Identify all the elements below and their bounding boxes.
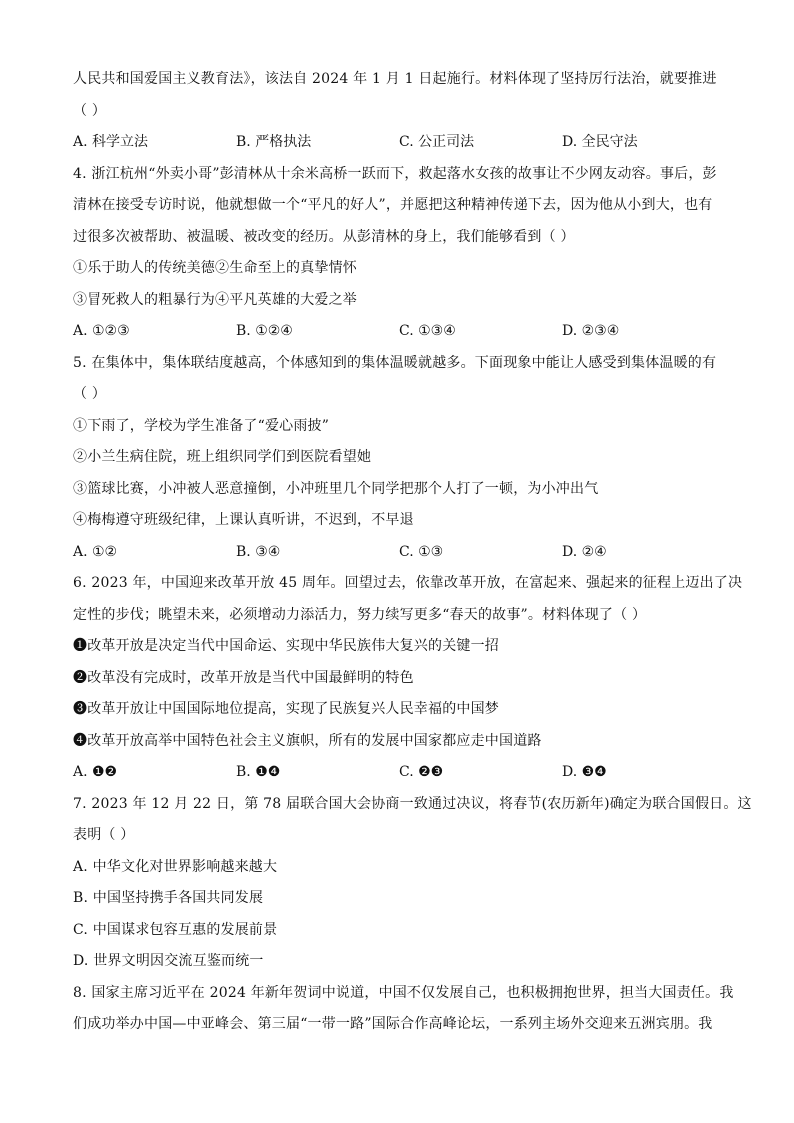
q5-option-a[interactable]: A. ①② [73, 543, 118, 560]
q4-stem-line-2: 清林在接受专访时说，他就想做一个“平凡的好人”，并愿把这种精神传递下去，因为他从小到大，也有 [73, 197, 713, 213]
q3-options [73, 127, 728, 159]
q6-item-3: ❸改革开放让中国国际地位提高，实现了民族复兴人民幸福的中国梦 [73, 701, 499, 717]
q4-item-2: ③冒死救人的粗暴行为④平凡英雄的大爱之举 [73, 291, 357, 308]
q4-option-c[interactable]: C. ①③④ [399, 323, 456, 339]
q5-option-d[interactable]: D. ②④ [562, 543, 607, 560]
q3-option-a[interactable]: A. 科学立法 [73, 134, 149, 150]
q5-item-2: ②小兰生病住院，班上组织同学们到医院看望她 [73, 449, 372, 465]
q6-option-d[interactable]: D. ❸❹ [562, 764, 607, 780]
q6-option-b[interactable]: B. ❶❹ [236, 764, 281, 780]
q7-option-c[interactable]: C. 中国谋求包容互惠的发展前景 [73, 921, 278, 938]
q7-option-a[interactable]: A. 中华文化对世界影响越来越大 [73, 858, 278, 875]
q5-option-c[interactable]: C. ①③ [399, 543, 444, 560]
q5-item-4: ④梅梅遵守班级纪律，上课认真听讲，不迟到，不早退 [73, 512, 414, 528]
q5-item-3: ③篮球比赛，小冲被人恶意撞倒，小冲班里几个同学把那个人打了一顿，为小冲出气 [73, 480, 599, 497]
q3-blank: （ ） [73, 102, 107, 119]
q6-item-4: ❹改革开放高举中国特色社会主义旗帜，所有的发展中国家都应走中国道路 [73, 732, 542, 749]
q6-option-a[interactable]: A. ❶❷ [73, 764, 118, 780]
q4-stem-line-3: 过很多次被帮助、被温暖、被改变的经历。从彭清林的身上，我们能够看到（ ） [73, 228, 575, 245]
q7-stem-line-1: 7. 2023 年 12 月 22 日，第 78 届联合国大会协商一致通过决议，将春节(农历新年)确定为联合国假日。这 [73, 795, 752, 812]
q4-option-a[interactable]: A. ①②③ [73, 323, 130, 339]
q6-stem-line-2: 定性的步伐；眺望未来，必须增动力添活力，努力续写更多“春天的故事”。材料体现了（ ） [73, 606, 647, 623]
q6-stem-line-1: 6. 2023 年，中国迎来改革开放 45 周年。回望过去，依靠改革开放，在富起来、强起来的征程上迈出了决 [73, 575, 743, 591]
q5-options [73, 537, 728, 569]
q8-stem-line-1: 8. 国家主席习近平在 2024 年新年贺词中说道，中国不仅发展自己，也积极拥抱世界，担当大国责任。我 [73, 984, 734, 1001]
q5-stem-line-2: （ ） [73, 386, 107, 402]
q7-stem-line-2: 表明（ ） [73, 827, 135, 843]
q3-option-b[interactable]: B. 严格执法 [236, 134, 312, 150]
q6-item-2: ❷改革没有完成时，改革开放是当代中国最鲜明的特色 [73, 669, 414, 686]
q6-item-1: ❶改革开放是决定当代中国命运、实现中华民族伟大复兴的关键一招 [73, 638, 499, 654]
q4-option-d[interactable]: D. ②③④ [562, 323, 620, 339]
q4-item-1: ①乐于助人的传统美德②生命至上的真挚情怀 [73, 260, 357, 276]
q6-option-c[interactable]: C. ❷❸ [399, 764, 444, 780]
exam-page [73, 64, 752, 1041]
q4-option-b[interactable]: B. ①②④ [236, 323, 293, 339]
q8-stem-line-2: 们成功举办中国—中亚峰会、第三届“一带一路”国际合作高峰论坛，一系列主场外交迎来五洲宾朋。我 [73, 1016, 713, 1032]
q7-option-b[interactable]: B. 中国坚持携手各国共同发展 [73, 890, 264, 906]
q4-options [73, 316, 728, 348]
q5-option-b[interactable]: B. ③④ [236, 543, 281, 560]
q3-option-d[interactable]: D. 全民守法 [562, 134, 638, 150]
q5-stem-line-1: 5. 在集体中，集体联结度越高，个体感知到的集体温暖就越多。下面现象中能让人感受到集体温暖的有 [73, 354, 717, 371]
q6-options [73, 757, 728, 789]
q5-item-1: ①下雨了，学校为学生准备了“爱心雨披” [73, 417, 330, 434]
q3-stem-tail: 人民共和国爱国主义教育法》，该法自 2024 年 1 月 1 日起施行。材料体现了坚持厉行法治，就要推进 [73, 71, 717, 87]
q3-option-c[interactable]: C. 公正司法 [399, 134, 475, 150]
q4-stem-line-1: 4. 浙江杭州“外卖小哥”彭清林从十余米高桥一跃而下，救起落水女孩的故事让不少网友动容。事后，彭 [73, 165, 717, 182]
q7-option-d[interactable]: D. 世界文明因交流互鉴而统一 [73, 953, 264, 969]
